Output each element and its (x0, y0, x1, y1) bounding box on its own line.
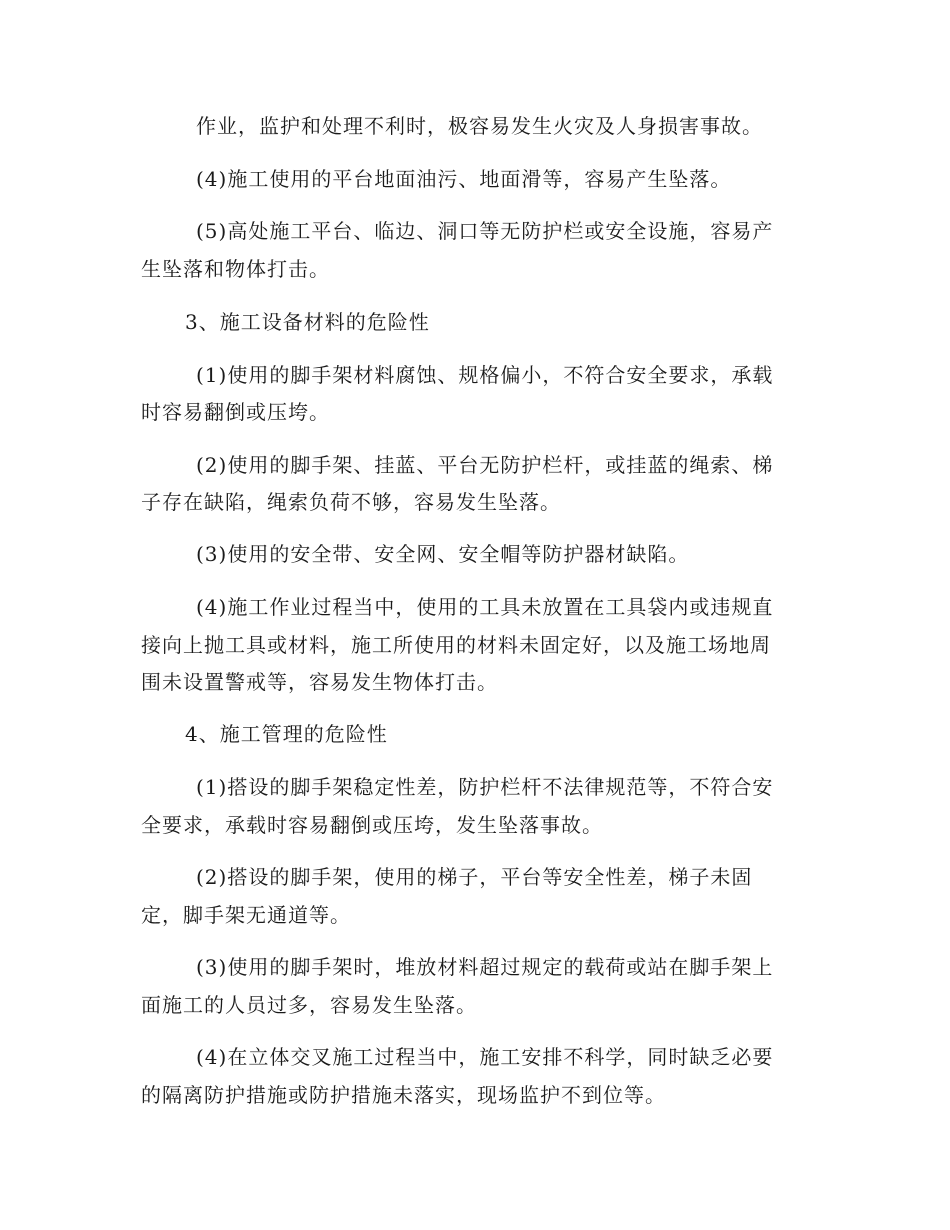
text-line: (5)高处施工平台、临边、洞口等无防护栏或安全设施，容易产 (196, 219, 774, 243)
section-heading: 4、施工管理的危险性 (185, 722, 388, 746)
text-line: (4)在立体交叉施工过程当中，施工安排不科学，同时缺乏必要 (196, 1045, 774, 1069)
section-heading: 3、施工设备材料的危险性 (185, 310, 430, 334)
text-line: 的隔离防护措施或防护措施未落实，现场监护不到位等。 (141, 1083, 666, 1107)
text-line: (1)搭设的脚手架稳定性差，防护栏杆不法律规范等，不符合安 (196, 775, 774, 799)
text-line: 围未设置警戒等，容易发生物体打击。 (141, 670, 498, 694)
text-line: 接向上抛工具或材料，施工所使用的材料未固定好，以及施工场地周 (141, 633, 771, 657)
text-line: (4)施工使用的平台地面油污、地面滑等，容易产生坠落。 (196, 167, 732, 191)
text-line: (1)使用的脚手架材料腐蚀、规格偏小，不符合安全要求，承载 (196, 363, 774, 387)
text-line: 作业，监护和处理不利时，极容易发生火灾及人身损害事故。 (196, 114, 763, 138)
text-line: 全要求，承载时容易翻倒或压垮，发生坠落事故。 (141, 813, 603, 837)
text-line: (3)使用的脚手架时，堆放材料超过规定的载荷或站在脚手架上 (196, 955, 774, 979)
text-line: 面施工的人员过多，容易发生坠落。 (141, 993, 477, 1017)
text-line: (2)使用的脚手架、挂蓝、平台无防护栏杆，或挂蓝的绳索、梯 (196, 453, 774, 477)
text-line: (4)施工作业过程当中，使用的工具未放置在工具袋内或违规直 (196, 595, 774, 619)
text-line: 生坠落和物体打击。 (141, 257, 330, 281)
text-line: (3)使用的安全带、安全网、安全帽等防护器材缺陷。 (196, 542, 690, 566)
text-line: 时容易翻倒或压垮。 (141, 400, 330, 424)
text-line: 子存在缺陷，绳索负荷不够，容易发生坠落。 (141, 490, 561, 514)
text-line: 定，脚手架无通道等。 (141, 903, 351, 927)
text-line: (2)搭设的脚手架，使用的梯子，平台等安全性差，梯子未固 (196, 865, 753, 889)
